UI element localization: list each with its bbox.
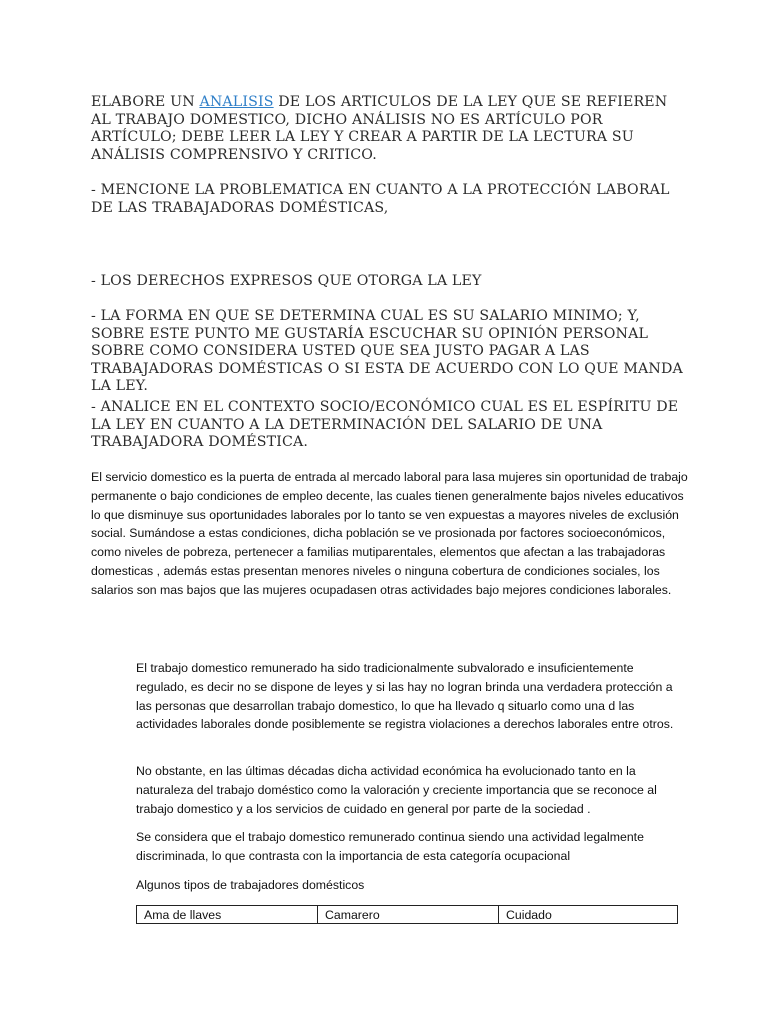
instruction-1-prefix: ELABORE UN xyxy=(91,94,200,110)
instruction-1-suffix: DE LOS ARTICULOS DE LA LEY QUE SE REFIEREN AL TRABAJO DOMESTICO, DICHO ANÁLISIS NO ES ARTÍCULO POR ARTÍCULO; DEBE LEER LA LEY Y CREAR A PARTIR DE LA LECTURA SU ANÁLISIS COMPRENSIVO Y CRITICO. xyxy=(91,94,668,163)
body-paragraph-2: El trabajo domestico remunerado ha sido tradicionalmente subvalorado e insuficientemente regulado, es decir no se dispone de leyes y si las hay no logran brinda una verdadera protección a las personas que desarrollan trabajo domestico, lo que ha llevado q situarlo como una d las actividades laborales donde posiblemente se registra violaciones a derechos laborales entre otros. xyxy=(136,661,674,732)
instruction-paragraph-2: - MENCIONE LA PROBLEMATICA EN CUANTO A LA PROTECCIÓN LABORAL DE LAS TRABAJADORAS DOMÉSTICAS, xyxy=(91,182,670,216)
body-paragraph-1: El servicio domestico es la puerta de entrada al mercado laboral para lasa mujeres sin oportunidad de trabajo permanente o bajo condiciones de empleo decente, las cuales tienen generalmente bajos niveles educativos lo que disminuye sus oportunidades laborales por lo tanto se ven expuestas a mayores niveles de exclusión social. Sumándose a estas condiciones, dicha población se ve prosionada por factores socioeconómicos, como niveles de pobreza, pertenecer a familias mutiparentales, elementos que afectan a las trabajadoras domesticas , además estas presentan menores niveles o ninguna cobertura de condiciones sociales, los salarios son mas bajos que las mujeres ocupadasen otras actividades bajo mejores condiciones laborales. xyxy=(91,470,688,597)
instruction-paragraph-1 xyxy=(91,94,691,164)
table-cell: Cuidado xyxy=(499,906,678,924)
instruction-paragraph-3: - LOS DERECHOS EXPRESOS QUE OTORGA LA LEY xyxy=(91,273,482,289)
body-paragraph-4: Se considera que el trabajo domestico remunerado continua siendo una actividad legalmente discriminada, lo que contrasta con la importancia de esta categoría ocupacional xyxy=(136,830,644,863)
instruction-paragraph-4: - LA FORMA EN QUE SE DETERMINA CUAL ES SU SALARIO MINIMO; Y, SOBRE ESTE PUNTO ME GUSTARÍA ESCUCHAR SU OPINIÓN PERSONAL SOBRE COMO CONSIDERA USTED QUE SEA JUSTO PAGAR A LAS TRABAJADORAS DOMÉSTICAS O SI ESTA DE ACUERDO CON LO QUE MANDA LA LEY. xyxy=(91,308,683,395)
table-row xyxy=(137,906,678,924)
types-heading: Algunos tipos de trabajadores domésticos xyxy=(136,878,365,892)
worker-types-table xyxy=(136,905,678,924)
analisis-link[interactable]: ANALISIS xyxy=(199,94,274,110)
table-cell: Ama de llaves xyxy=(137,906,318,924)
instruction-paragraph-5: - ANALICE EN EL CONTEXTO SOCIO/ECONÓMICO CUAL ES EL ESPÍRITU DE LA LEY EN CUANTO A LA DETERMINACIÓN DEL SALARIO DE UNA TRABAJADORA DOMÉSTICA. xyxy=(91,399,679,451)
body-paragraph-3: No obstante, en las últimas décadas dicha actividad económica ha evolucionado tanto en la naturaleza del trabajo doméstico como la valoración y creciente importancia que se reconoce al trabajo domestico y a los servicios de cuidado en general por parte de la sociedad . xyxy=(136,764,657,816)
table-cell: Camarero xyxy=(318,906,499,924)
